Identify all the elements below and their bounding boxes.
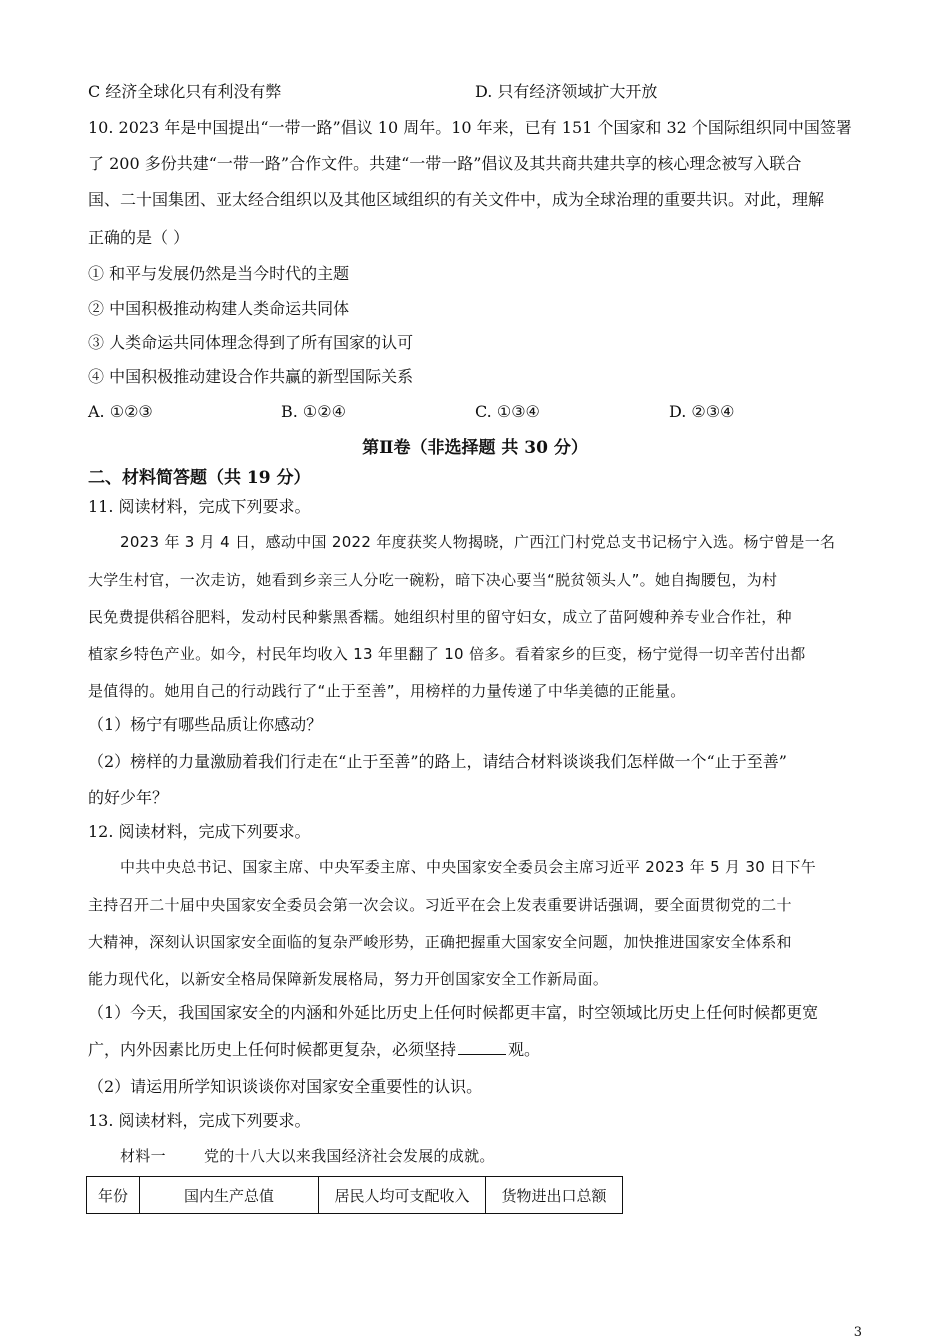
q10-statement-4: ④ 中国积极推动建设合作共赢的新型国际关系 (88, 367, 414, 386)
q11-material-line-4: 植家乡特色产业。如今，村民年均收入 13 年里翻了 10 倍多。看着家乡的巨变，杨宁觉得一切辛苦付出都 (88, 645, 806, 663)
table-header-income: 居民人均可支配收入 (319, 1177, 486, 1214)
q10-stem-line-4: 正确的是（ ） (88, 228, 190, 247)
achievement-table (86, 1176, 623, 1214)
table-header-year: 年份 (87, 1177, 140, 1214)
part2-title: 第Ⅱ卷（非选择题 共 30 分） (362, 438, 588, 458)
q12-material-line-1: 中共中央总书记、国家主席、中央军委主席、中央国家安全委员会主席习近平 2023 年 5 月 30 日下午 (120, 858, 817, 876)
q13-material1-text: 党的十八大以来我国经济社会发展的成就。 (204, 1147, 495, 1165)
q12-material-line-3: 大精神，深刻认识国家安全面临的复杂严峻形势，正确把握重大国家安全问题，加快推进国家安全体系和 (88, 933, 792, 951)
q12-stem: 12. 阅读材料，完成下列要求。 (88, 822, 311, 841)
q11-material-line-1: 2023 年 3 月 4 日，感动中国 2022 年度获奖人物揭晓，广西江门村党总支书记杨宁入选。杨宁曾是一名 (120, 533, 836, 551)
q11-sub-question-2-line-1: （2）榜样的力量激励着我们行走在“止于至善”的路上，请结合材料谈谈我们怎样做一个“止于至善” (88, 752, 787, 771)
page-number: 3 (853, 1325, 862, 1340)
q12-sub-question-1-line-2 (88, 1040, 540, 1060)
q10-statement-1: ① 和平与发展仍然是当今时代的主题 (88, 264, 350, 283)
q12-material-line-2: 主持召开二十届中央国家安全委员会第一次会议。习近平在会上发表重要讲话强调，要全面贯彻党的二十 (88, 896, 792, 914)
q9-option-c: C 经济全球化只有利没有弊 (88, 82, 282, 101)
q11-material-line-2: 大学生村官，一次走访，她看到乡亲三人分吃一碗粉，暗下决心要当“脱贫领头人”。她自掏腰包，为村 (88, 571, 778, 589)
section2-title: 二、材料简答题（共 19 分） (88, 468, 311, 488)
q10-option-a: A. ①②③ (88, 402, 153, 421)
q11-material-line-5: 是值得的。她用自己的行动践行了“止于至善”，用榜样的力量传递了中华美德的正能量。 (88, 682, 686, 700)
q11-stem: 11. 阅读材料，完成下列要求。 (88, 497, 311, 516)
q10-option-b: B. ①②④ (281, 402, 346, 421)
q10-statement-3: ③ 人类命运共同体理念得到了所有国家的认可 (88, 333, 414, 352)
fill-in-blank (458, 1040, 506, 1055)
q11-sub-question-2-line-2: 的好少年？ (88, 788, 169, 807)
table-header-trade: 货物进出口总额 (486, 1177, 623, 1214)
q10-option-c: C. ①③④ (475, 402, 540, 421)
q12-sub-question-2: （2）请运用所学知识谈谈你对国家安全重要性的认识。 (88, 1077, 483, 1096)
q10-option-d: D. ②③④ (669, 402, 735, 421)
q12-sub-question-1-line-1: （1）今天，我国国家安全的内涵和外延比历史上任何时候都更丰富，时空领域比历史上任何时候都更宽 (88, 1003, 819, 1022)
q10-statement-2: ② 中国积极推动构建人类命运共同体 (88, 299, 350, 318)
q13-material1-label: 材料一 (120, 1147, 166, 1165)
q11-sub-question-1: （1）杨宁有哪些品质让你感动？ (88, 715, 323, 734)
q10-stem-line-1: 10. 2023 年是中国提出“一带一路”倡议 10 周年。10 年来，已有 151 个国家和 32 个国际组织同中国签署 (88, 118, 852, 137)
q13-stem: 13. 阅读材料，完成下列要求。 (88, 1111, 311, 1130)
table-header-row (87, 1177, 623, 1214)
q10-stem-line-3: 国、二十国集团、亚太经合组织以及其他区域组织的有关文件中，成为全球治理的重要共识。对此，理解 (88, 190, 825, 209)
q12-material-line-4: 能力现代化，以新安全格局保障新发展格局，努力开创国家安全工作新局面。 (88, 970, 609, 988)
q12-sub1-text-before-blank: 广，内外因素比历史上任何时候都更复杂，必须坚持 (88, 1040, 457, 1059)
q10-stem-line-2: 了 200 多份共建“一带一路”合作文件。共建“一带一路”倡议及其共商共建共享的核心理念被写入联合 (88, 154, 802, 173)
q11-material-line-3: 民免费提供稻谷肥料，发动村民种紫黑香糯。她组织村里的留守妇女，成立了苗阿嫂种养专业合作社，种 (88, 608, 792, 626)
q9-option-d: D. 只有经济领域扩大开放 (475, 82, 658, 101)
q12-sub1-text-after-blank: 观。 (508, 1040, 541, 1059)
table-header-gdp: 国内生产总值 (140, 1177, 319, 1214)
